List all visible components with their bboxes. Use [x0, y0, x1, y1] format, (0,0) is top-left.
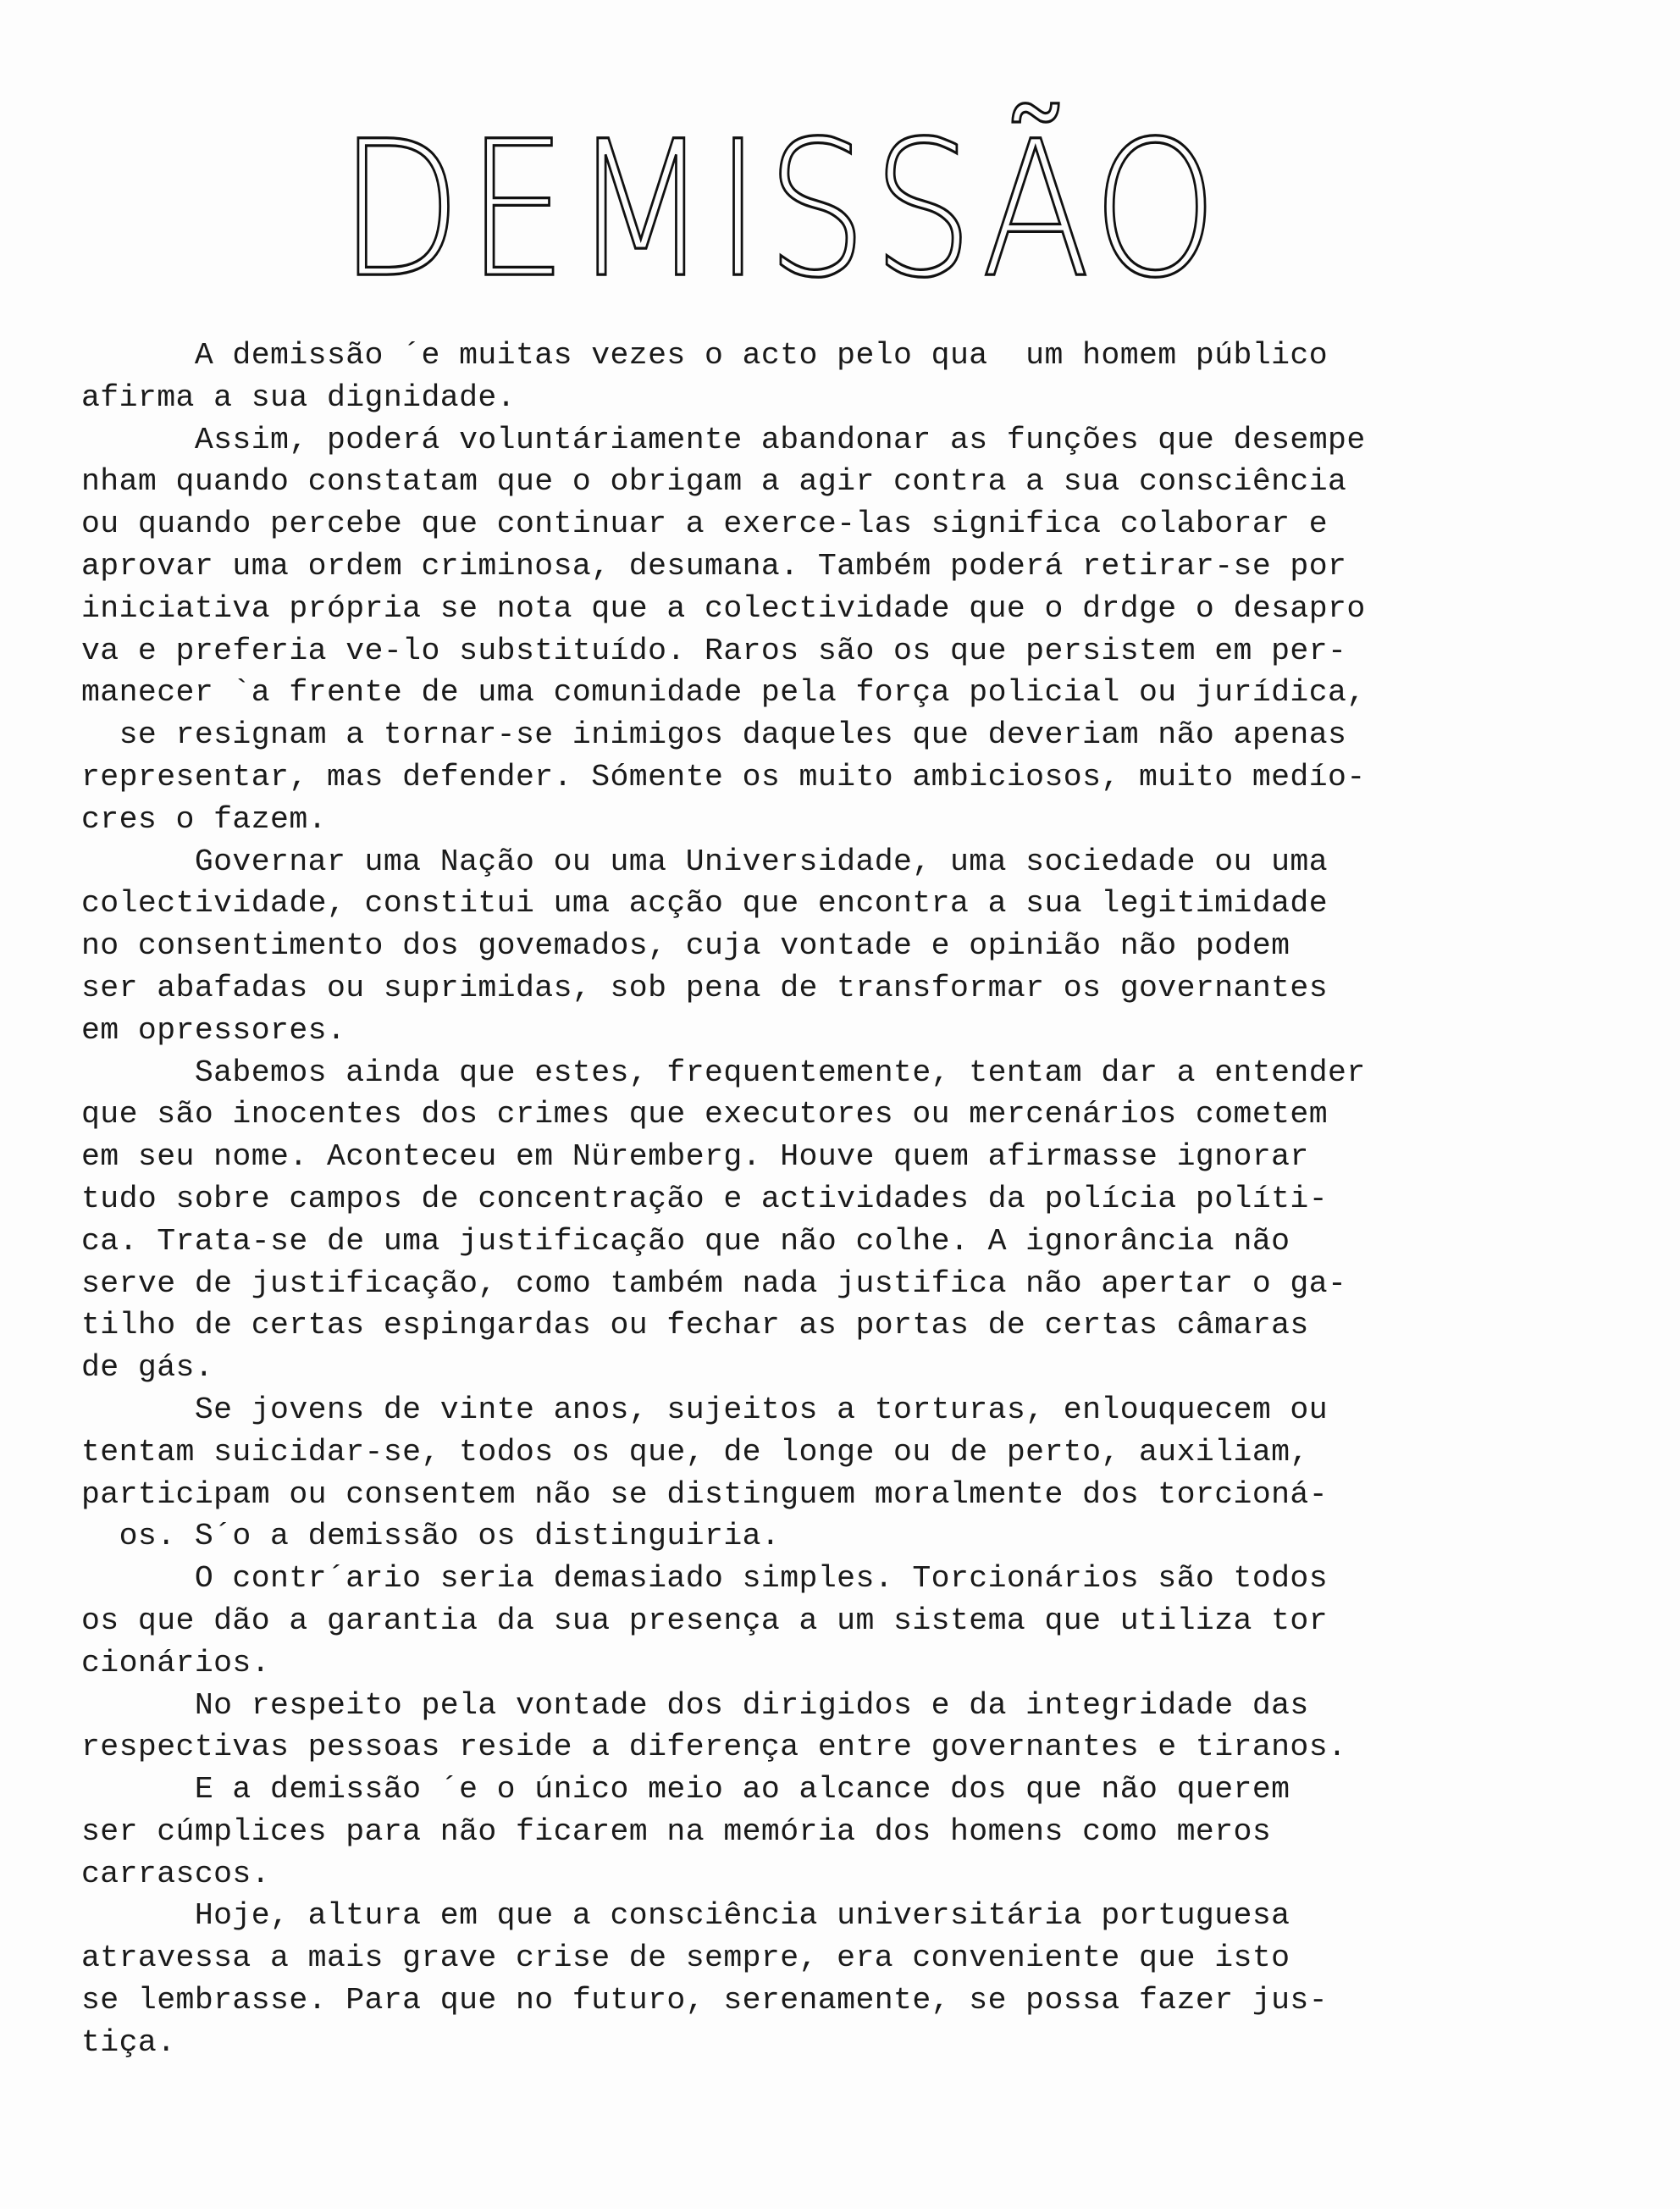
text-line: ca. Trata-se de uma justificação que não colhe. A ignorância não: [81, 1223, 1290, 1259]
text-line: tudo sobre campos de concentração e actividades da polícia políti-: [81, 1181, 1329, 1216]
text-line: tentam suicidar-se, todos os que, de longe ou de perto, auxiliam,: [81, 1434, 1309, 1470]
text-line: que são inocentes dos crimes que executores ou mercenários cometem: [81, 1097, 1329, 1132]
text-line: participam ou consentem não se distinguem moralmente dos torcioná-: [81, 1476, 1329, 1512]
text-line: tilho de certas espingardas ou fechar as portas de certas câmaras: [81, 1308, 1309, 1343]
text-line: em opressores.: [81, 1012, 346, 1048]
text-line: E a demissão ´e o único meio ao alcance dos que não querem: [81, 1772, 1290, 1808]
text-line: manecer `a frente de uma comunidade pela força policial ou jurídica,: [81, 675, 1366, 711]
document-body: [81, 335, 1597, 2064]
text-line: O contr´ario seria demasiado simples. Torcionários são todos: [81, 1561, 1329, 1597]
text-line: se resignam a tornar-se inimigos daqueles que deveriam não apenas: [81, 717, 1347, 753]
text-line: Sabemos ainda que estes, frequentemente, tentam dar a entender: [81, 1055, 1366, 1090]
text-line: atravessa a mais grave crise de sempre, era conveniente que isto: [81, 1940, 1290, 1976]
text-line: iniciativa própria se nota que a colectividade que o drdge o desapro: [81, 590, 1366, 626]
text-line: No respeito pela vontade dos dirigidos e da integridade das: [81, 1687, 1309, 1723]
text-line: se lembrasse. Para que no futuro, serenamente, se possa fazer jus-: [81, 1983, 1329, 2018]
text-line: carrascos.: [81, 1856, 271, 1891]
text-line: Se jovens de vinte anos, sujeitos a torturas, enlouquecem ou: [81, 1392, 1329, 1427]
text-line: Hoje, altura em que a consciência universitária portuguesa: [81, 1898, 1290, 1934]
text-line: nham quando constatam que o obrigam a agir contra a sua consciência: [81, 464, 1347, 500]
text-line: no consentimento dos govemados, cuja vontade e opinião não podem: [81, 928, 1290, 964]
text-line: cionários.: [81, 1645, 271, 1680]
text-line: colectividade, constitui uma acção que encontra a sua legitimidade: [81, 886, 1329, 922]
text-line: serve de justificação, como também nada justifica não apertar o ga-: [81, 1265, 1347, 1301]
text-line: os que dão a garantia da sua presença a um sistema que utiliza tor: [81, 1603, 1329, 1638]
text-line: aprovar uma ordem criminosa, desumana. Também poderá retirar-se por: [81, 548, 1347, 584]
text-line: ser abafadas ou suprimidas, sob pena de transformar os governantes: [81, 970, 1329, 1005]
text-line: va e preferia ve-lo substituído. Raros são os que persistem em per-: [81, 633, 1347, 668]
text-line: de gás.: [81, 1350, 214, 1386]
text-line: ou quando percebe que continuar a exerce-las significa colaborar e: [81, 507, 1329, 542]
text-line: representar, mas defender. Sómente os muito ambiciosos, muito medío-: [81, 759, 1366, 794]
text-line: em seu nome. Aconteceu em Nüremberg. Houve quem afirmasse ignorar: [81, 1139, 1309, 1175]
text-line: afirma a sua dignidade.: [81, 379, 516, 415]
text-line: tiça.: [81, 2024, 176, 2060]
document-title: DEMISSÃO: [339, 102, 1223, 320]
text-line: A demissão ´e muitas vezes o acto pelo qua um homem público: [81, 338, 1329, 373]
text-line: respectivas pessoas reside a diferença entre governantes e tiranos.: [81, 1730, 1347, 1765]
text-line: Assim, poderá voluntáriamente abandonar as funções que desempe: [81, 422, 1366, 457]
text-line: Governar uma Nação ou uma Universidade, uma sociedade ou uma: [81, 844, 1329, 879]
text-line: os. S´o a demissão os distinguiria.: [81, 1519, 781, 1554]
text-line: cres o fazem.: [81, 801, 327, 837]
text-line: ser cúmplices para não ficarem na memória dos homens como meros: [81, 1813, 1272, 1849]
